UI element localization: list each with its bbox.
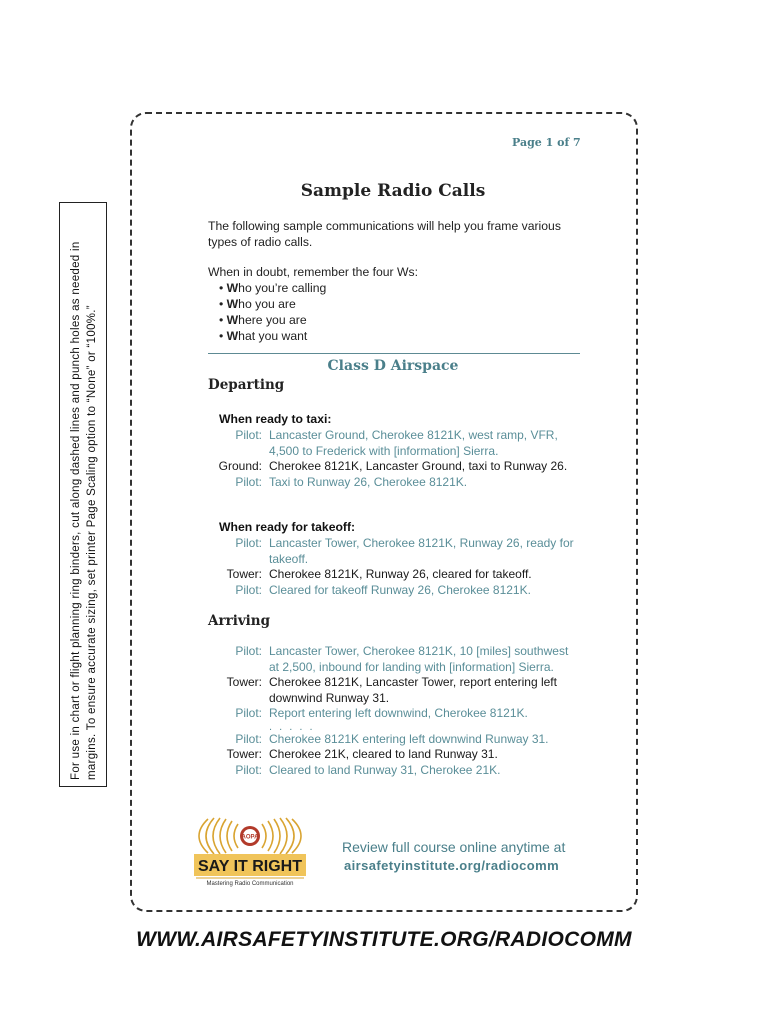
review-url-link[interactable]: airsafetyinstitute.org/radiocomm [344,858,560,873]
list-item: • Who you’re calling [219,281,327,295]
ellipsis: . . . . . [269,720,315,733]
list-item: • What you want [219,329,308,343]
page-title: Sample Radio Calls [300,181,486,201]
takeoff-heading: When ready for takeoff: [219,520,356,534]
dialogue-line: Ground: Cherokee 8121K, Lancaster Ground, taxi to Runway 26. [218,459,568,473]
logo-tagline: Mastering Radio Communication [206,881,294,887]
logo-badge-text: AOPA [241,834,259,841]
list-item: • Where you are [219,313,307,327]
four-ws-list [208,280,588,344]
intro-paragraph: The following sample communications will help you frame various types of radio calls. [208,219,561,249]
section-divider [208,353,580,354]
section-title: Class D Airspace [327,358,459,374]
footer-url[interactable]: WWW.AIRSAFETYINSTITUTE.ORG/RADIOCOMM [136,928,632,951]
list-item: • Who you are [219,297,296,311]
four-ws-lead: When in doubt, remember the four Ws: [208,265,418,279]
binder-instructions-box [59,202,107,787]
logo-name: SAY IT RIGHT [197,858,303,875]
arriving-dialogue [208,644,580,778]
dialogue-line: Tower: Cherokee 8121K, Lancaster Tower, report entering left downwind Runway 31. [226,675,557,705]
page-number: Page 1 of 7 [512,136,581,149]
dialogue-line: Pilot: Taxi to Runway 26, Cherokee 8121K. [235,474,468,489]
dialogue-line: Pilot: Lancaster Tower, Cherokee 8121K, 10 [miles] southwest at 2,500, inbound for landing with [information] Sierra. [235,644,569,674]
intro-block [208,218,588,344]
dialogue-line: Tower: Cherokee 21K, cleared to land Runway 31. [226,747,498,761]
dialogue-line: Pilot: Cherokee 8121K entering left downwind Runway 31. [235,731,549,746]
takeoff-dialogue [208,536,580,598]
dialogue-line: Pilot: Report entering left downwind, Cherokee 8121K. [235,706,528,720]
dialogue-line: Tower: Cherokee 8121K, Runway 26, cleared for takeoff. [226,567,532,581]
say-it-right-logo [186,816,314,888]
dialogue-line: Pilot: Lancaster Ground, Cherokee 8121K, west ramp, VFR, 4,500 to Frederick with [information] Sierra. [235,428,558,458]
departing-heading: Departing [208,377,285,393]
arriving-heading: Arriving [208,613,271,629]
dialogue-line: Pilot: Cleared to land Runway 31, Cherokee 21K. [235,762,501,777]
dialogue-line: Pilot: Cleared for takeoff Runway 26, Cherokee 8121K. [235,582,531,597]
review-text: Review full course online anytime at [342,839,566,855]
dialogue-line: Pilot: Lancaster Tower, Cherokee 8121K, Runway 26, ready for takeoff. [235,536,574,566]
taxi-heading: When ready to taxi: [219,412,332,426]
binder-instructions-text: For use in chart or flight planning ring binders, cut along dashed lines and punch holes as needed in margins. To ensure accurate sizing, set printer Page Scaling option to “None” or “100%.” [70,241,98,780]
taxi-dialogue [208,428,580,490]
